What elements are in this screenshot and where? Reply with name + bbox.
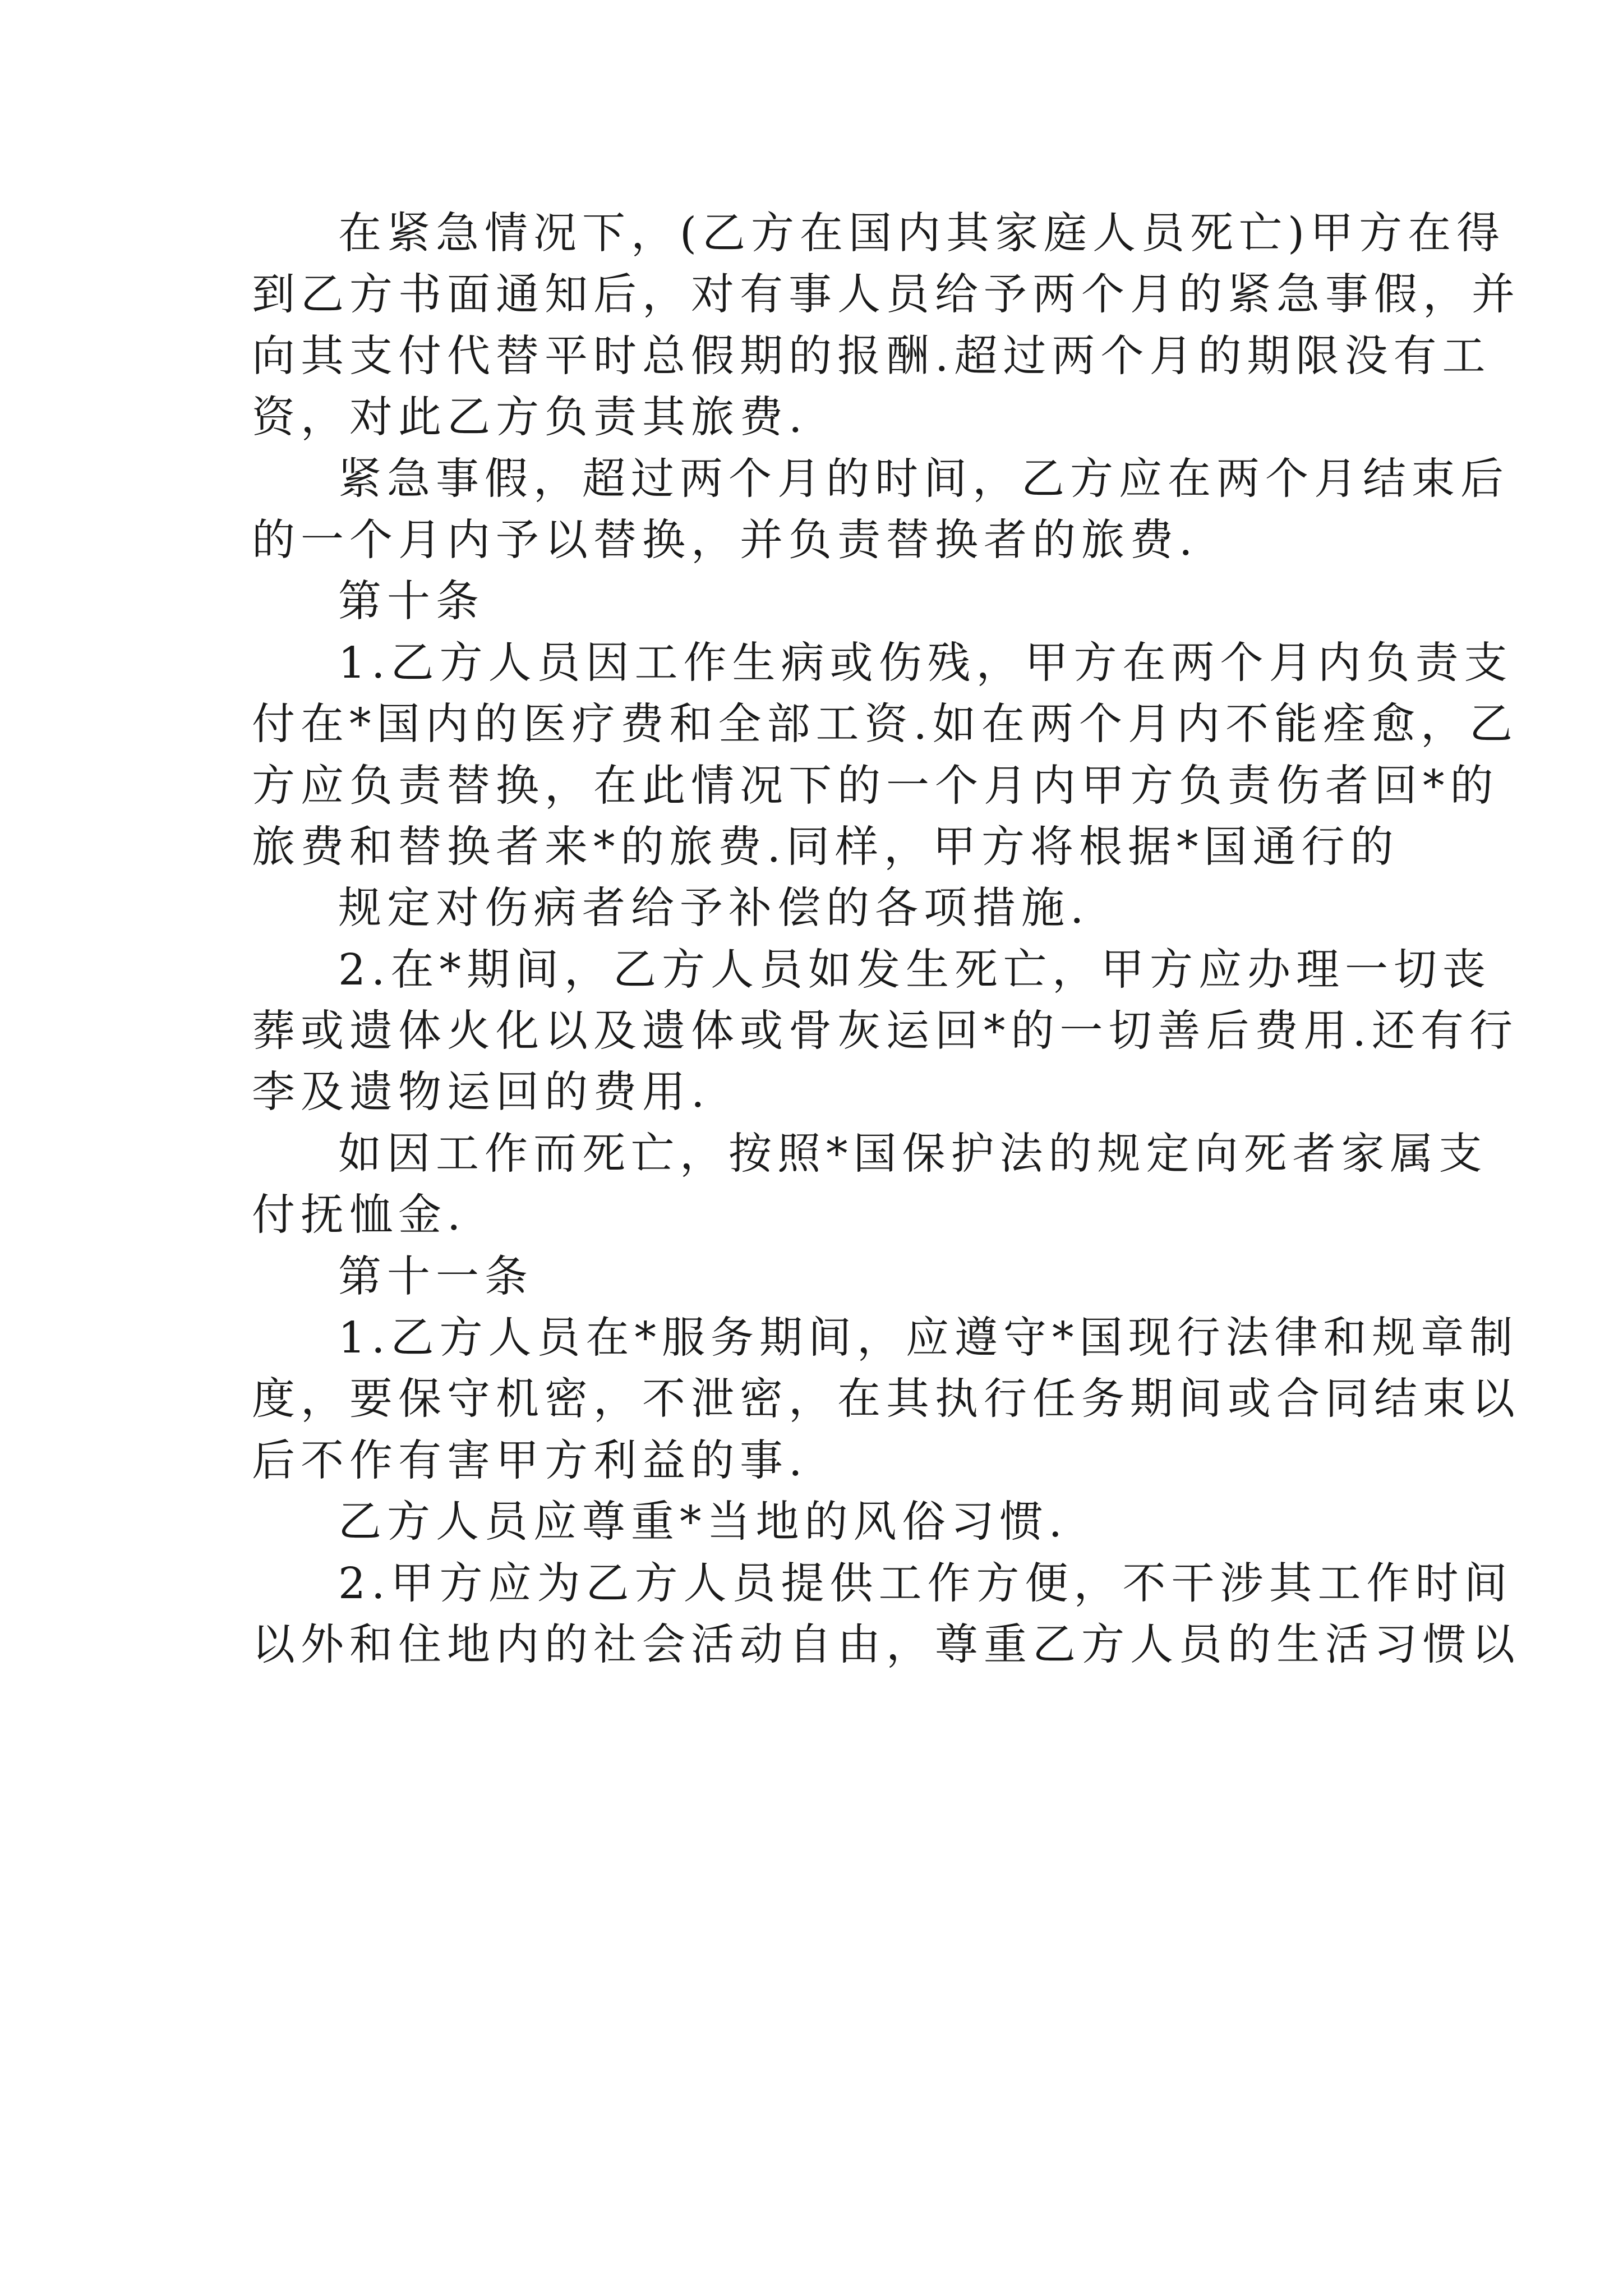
text-line: 2.在*期间，乙方人员如发生死亡，甲方应办理一切丧: [338, 945, 1491, 995]
text-line: 度，要保守机密，不泄密，在其执行任务期间或合同结束以: [252, 1374, 1520, 1425]
text-line: 方应负责替换，在此情况下的一个月内甲方负责伤者回*的: [252, 761, 1499, 811]
text-line: 紧急事假，超过两个月的时间，乙方应在两个月结束后: [338, 454, 1509, 504]
text-line: 在紧急情况下，(乙方在国内其家庭人员死亡)甲方在得: [338, 209, 1506, 259]
text-line: 到乙方书面通知后，对有事人员给予两个月的紧急事假，并: [252, 270, 1520, 320]
text-line: 向其支付代替平时总假期的报酬.超过两个月的期限没有工: [252, 331, 1491, 381]
text-line: 旅费和替换者来*的旅费.同样，甲方将根据*国通行的: [252, 822, 1399, 872]
text-line: 后不作有害甲方利益的事.: [252, 1435, 808, 1486]
text-line: 的一个月内予以替换，并负责替换者的旅费.: [252, 515, 1198, 565]
text-line: 规定对伤病者给予补偿的各项措施.: [338, 884, 1090, 934]
text-line: 李及遗物运回的费用.: [252, 1068, 711, 1118]
text-line: 以外和住地内的社会活动自由，尊重乙方人员的生活习惯以: [252, 1619, 1520, 1670]
text-line: 付在*国内的医疗费和全部工资.如在两个月内不能痊愈，乙: [252, 700, 1518, 750]
text-line: 2.甲方应为乙方人员提供工作方便，不干涉其工作时间: [338, 1558, 1513, 1609]
text-line: 葬或遗体火化以及遗体或骨灰运回*的一切善后费用.还有行: [252, 1006, 1518, 1057]
text-line: 乙方人员应尊重*当地的风俗习惯.: [338, 1497, 1068, 1548]
document-body: [252, 203, 1520, 1676]
text-line: 资，对此乙方负责其旅费.: [252, 393, 808, 443]
text-line: 1.乙方人员在*服务期间，应遵守*国现行法律和规章制: [338, 1313, 1519, 1364]
text-line: 第十一条: [338, 1251, 533, 1302]
text-line: 1.乙方人员因工作生病或伤残，甲方在两个月内负责支: [338, 638, 1513, 688]
text-line: 付抚恤金.: [252, 1190, 467, 1241]
text-line: 第十条: [338, 577, 485, 627]
text-line: 如因工作而死亡，按照*国保护法的规定向死者家属支: [338, 1129, 1488, 1179]
